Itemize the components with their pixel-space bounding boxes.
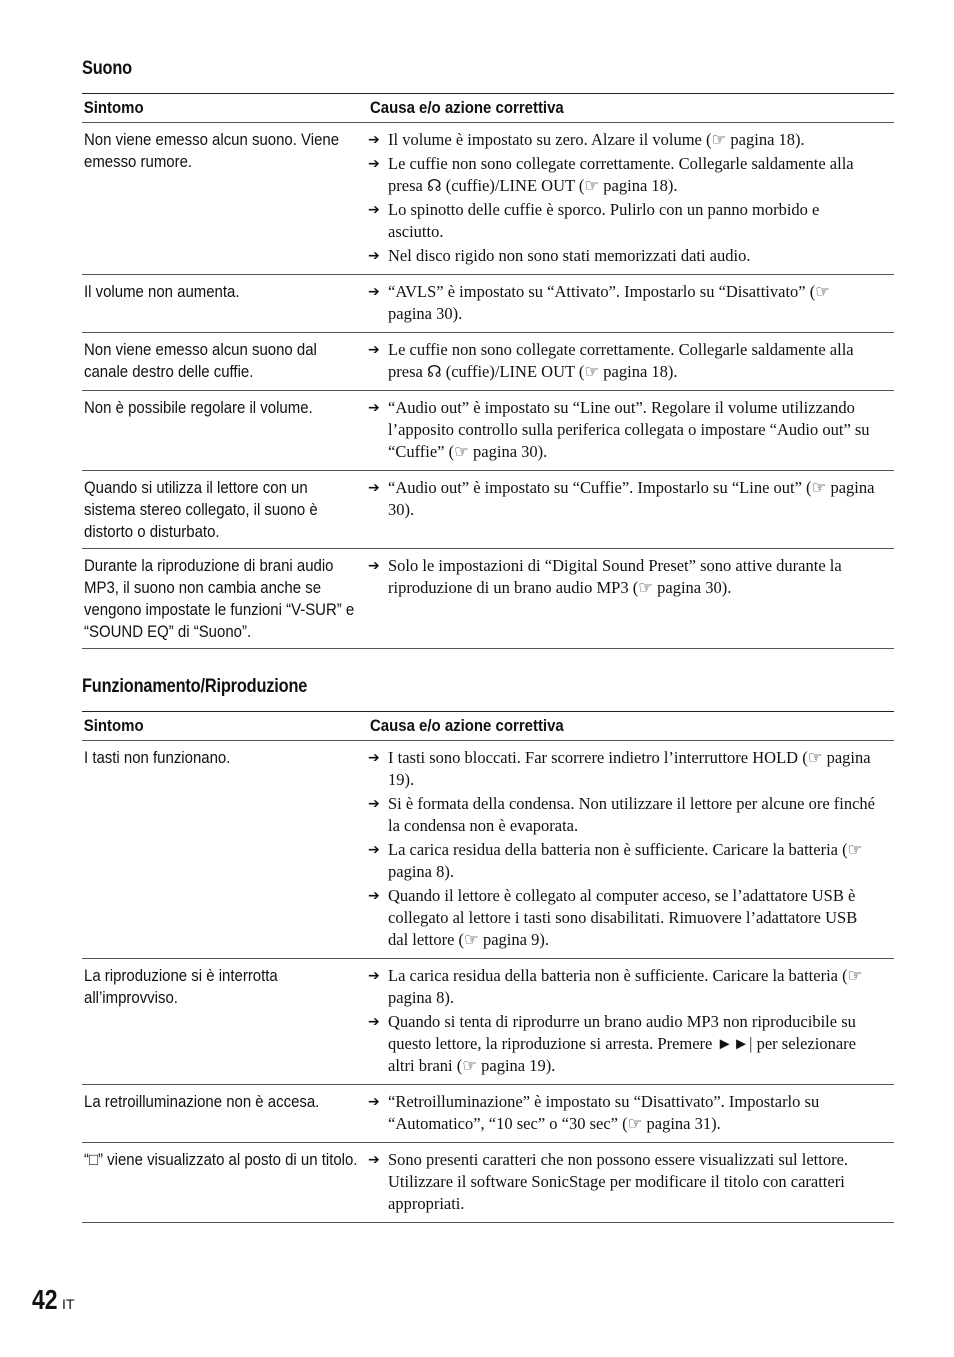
cause-item <box>368 965 894 1009</box>
section-title-suono: Suono <box>82 58 132 79</box>
page-number: 42 <box>32 1284 58 1315</box>
symptom-cell <box>82 1143 368 1222</box>
cause-item <box>368 397 894 463</box>
cause-item <box>368 339 894 383</box>
table-row <box>82 741 894 959</box>
symptom-cell <box>82 391 368 470</box>
symptom-cell <box>82 275 368 332</box>
cause-cell <box>368 275 894 332</box>
table-row <box>82 1085 894 1143</box>
header-symptom: Sintomo <box>83 716 144 735</box>
symptom-cell <box>82 741 368 958</box>
symptom-text: Non viene emesso alcun suono dal canale destro delle cuffie. <box>84 340 317 381</box>
section-title-funzionamento: Funzionamento/Riproduzione <box>82 676 308 697</box>
table-row <box>82 333 894 391</box>
cause-text: Il volume è impostato su zero. Alzare il volume (☞ pagina 18). <box>388 130 805 149</box>
table-row <box>82 471 894 549</box>
cause-cell <box>368 391 894 470</box>
table-header <box>82 711 894 741</box>
arrow-right-icon: ➔ <box>368 284 380 300</box>
header-symptom: Sintomo <box>83 98 144 117</box>
arrow-right-icon: ➔ <box>368 558 380 574</box>
cause-cell <box>368 471 894 548</box>
symptom-cell <box>82 123 368 274</box>
cause-text: Le cuffie non sono collegate correttamente. Collegarle saldamente alla presa ☊ (cuffie)/LINE OUT (☞ pagina 18). <box>388 340 854 381</box>
cause-item <box>368 747 894 791</box>
cause-text: La carica residua della batteria non è sufficiente. Caricare la batteria (☞ pagina 8). <box>388 840 863 881</box>
cause-text: “Audio out” è impostato su “Cuffie”. Impostarlo su “Line out” (☞ pagina 30). <box>388 478 875 519</box>
cause-item <box>368 199 894 243</box>
arrow-right-icon: ➔ <box>368 842 380 858</box>
cause-text: Nel disco rigido non sono stati memorizzati dati audio. <box>388 246 751 265</box>
arrow-right-icon: ➔ <box>368 888 380 904</box>
cause-text: Le cuffie non sono collegate correttamente. Collegarle saldamente alla presa ☊ (cuffie)/LINE OUT (☞ pagina 18). <box>388 154 854 195</box>
cause-item <box>368 839 894 883</box>
cause-text: “Retroilluminazione” è impostato su “Disattivato”. Impostarlo su “Automatico”, “10 sec” o “30 sec” (☞ pagina 31). <box>388 1092 820 1133</box>
cause-cell <box>368 1085 894 1142</box>
table-row <box>82 123 894 275</box>
symptom-text: I tasti non funzionano. <box>84 748 231 767</box>
cause-item <box>368 885 894 951</box>
symptom-cell <box>82 471 368 548</box>
symptom-text: Il volume non aumenta. <box>84 282 240 301</box>
arrow-right-icon: ➔ <box>368 1014 380 1030</box>
symptom-cell <box>82 1085 368 1142</box>
symptom-text: La riproduzione si è interrotta all’improvviso. <box>84 966 278 1007</box>
cause-text: La carica residua della batteria non è sufficiente. Caricare la batteria (☞ pagina 8). <box>388 966 863 1007</box>
symptom-cell <box>82 959 368 1084</box>
cause-text: Sono presenti caratteri che non possono essere visualizzati sul lettore. Utilizzare il software SonicStage per modificare il titolo con caratteri appropriati. <box>388 1150 849 1213</box>
cause-item <box>368 1011 894 1077</box>
symptom-text: Non è possibile regolare il volume. <box>84 398 313 417</box>
page-language: IT <box>62 1296 75 1312</box>
cause-text: “AVLS” è impostato su “Attivato”. Impostarlo su “Disattivato” (☞ pagina 30). <box>388 282 831 323</box>
header-cause: Causa e/o azione correttiva <box>370 716 564 735</box>
cause-cell <box>368 333 894 390</box>
symptom-text: Quando si utilizza il lettore con un sistema stereo collegato, il suono è distorto o disturbato. <box>84 478 318 541</box>
arrow-right-icon: ➔ <box>368 400 380 416</box>
symptom-text: “□” viene visualizzato al posto di un titolo. <box>84 1150 358 1169</box>
table-row <box>82 1143 894 1223</box>
table-funzionamento <box>82 711 894 1223</box>
table-row <box>82 959 894 1085</box>
cause-item <box>368 1091 894 1135</box>
header-cause: Causa e/o azione correttiva <box>370 98 564 117</box>
symptom-cell <box>82 549 368 648</box>
cause-cell <box>368 959 894 1084</box>
symptom-cell <box>82 333 368 390</box>
cause-text: Quando il lettore è collegato al computer acceso, se l’adattatore USB è collegato al lettore i tasti sono disabilitati. Rimuovere l’adattatore USB dal lettore (☞ pagina 9). <box>388 886 858 949</box>
table-row <box>82 275 894 333</box>
arrow-right-icon: ➔ <box>368 750 380 766</box>
cause-item <box>368 153 894 197</box>
symptom-text: Non viene emesso alcun suono. Viene emesso rumore. <box>84 130 340 171</box>
cause-text: Solo le impostazioni di “Digital Sound Preset” sono attive durante la riproduzione di un brano audio MP3 (☞ pagina 30). <box>388 556 842 597</box>
cause-item <box>368 477 894 521</box>
cause-item <box>368 1149 894 1215</box>
cause-text: Lo spinotto delle cuffie è sporco. Pulirlo con un panno morbido e asciutto. <box>388 200 820 241</box>
table-row <box>82 549 894 649</box>
cause-text: Si è formata della condensa. Non utilizzare il lettore per alcune ore finché la condensa non è evaporata. <box>388 794 875 835</box>
table-row <box>82 391 894 471</box>
cause-item <box>368 555 894 599</box>
table-suono <box>82 93 894 649</box>
table-header <box>82 93 894 123</box>
cause-item <box>368 245 894 267</box>
arrow-right-icon: ➔ <box>368 796 380 812</box>
cause-cell <box>368 549 894 648</box>
arrow-right-icon: ➔ <box>368 480 380 496</box>
arrow-right-icon: ➔ <box>368 132 380 148</box>
symptom-text: Durante la riproduzione di brani audio MP3, il suono non cambia anche se vengono impostate le funzioni “V-SUR” e “SOUND EQ” di “Suono”. <box>84 556 355 641</box>
arrow-right-icon: ➔ <box>368 248 380 264</box>
cause-item <box>368 281 894 325</box>
arrow-right-icon: ➔ <box>368 202 380 218</box>
cause-text: “Audio out” è impostato su “Line out”. Regolare il volume utilizzando l’apposito controllo sulla periferica collegata o impostare “Audio out” su “Cuffie” (☞ pagina 30). <box>388 398 870 461</box>
cause-item <box>368 129 894 151</box>
cause-cell <box>368 741 894 958</box>
arrow-right-icon: ➔ <box>368 1094 380 1110</box>
arrow-right-icon: ➔ <box>368 1152 380 1168</box>
cause-text: Quando si tenta di riprodurre un brano audio MP3 non riproducibile su questo lettore, la riproduzione si arresta. Premere ►►| per selezionare altri brani (☞ pagina 19). <box>388 1012 856 1075</box>
arrow-right-icon: ➔ <box>368 342 380 358</box>
symptom-text: La retroilluminazione non è accesa. <box>84 1092 320 1111</box>
arrow-right-icon: ➔ <box>368 968 380 984</box>
cause-item <box>368 793 894 837</box>
cause-text: I tasti sono bloccati. Far scorrere indietro l’interruttore HOLD (☞ pagina 19). <box>388 748 871 789</box>
cause-cell <box>368 1143 894 1222</box>
arrow-right-icon: ➔ <box>368 156 380 172</box>
cause-cell <box>368 123 894 274</box>
